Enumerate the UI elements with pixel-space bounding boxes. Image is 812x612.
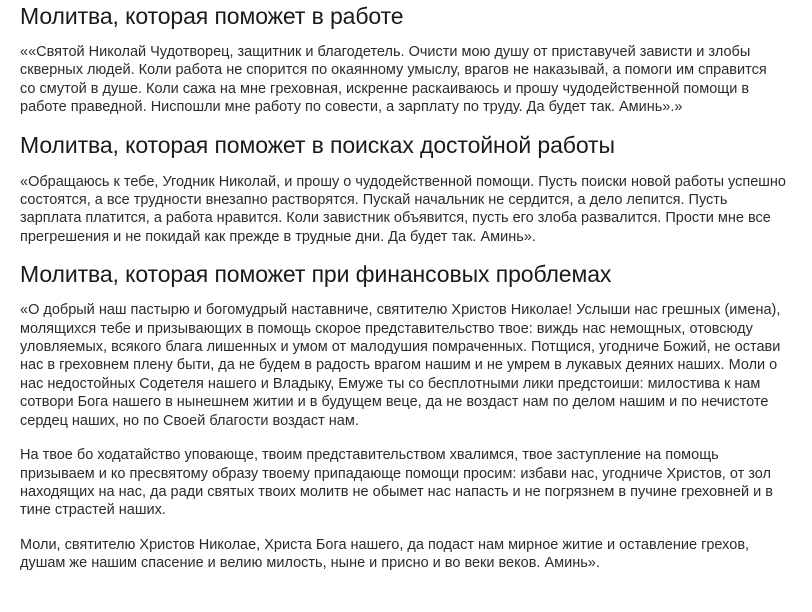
prayer-job-search-paragraph: «Обращаюсь к тебе, Угодник Николай, и прошу о чудодейственной помощи. Пусть поиски новой работы успешно состоятся, а все трудности внезапно растворятся. Пускай начальник не сердится, а дело лепится. Пусть зарплата платится, а работа нравится. Коли завистник объявится, пусть его злоба развалится. Прости мне все прегрешения и не покидай как прежде в трудные дни. Да будет так. Аминь». — [20, 173, 786, 245]
section-title-finance: Молитва, которая поможет при финансовых проблемах — [20, 261, 612, 288]
section-title-work: Молитва, которая поможет в работе — [20, 3, 404, 29]
prayer-finance-paragraph-1: «О добрый наш пастырю и богомудрый наставниче, святителю Христов Николае! Услыши нас грешных (имена), молящихся тебе и призывающих в помощь скорое представительство твое: виждь нас немощных, отовсюду уловляемых, всякого блага лишенных и умом от малодушия помраченных. Потщися, угодниче Божий, не остави нас в греховнем плену быти, да не будем в радость врагом нашим и не умрем в лукавых деяних наших. Моли о нас недостойных Содетеля нашего и Владыку, Емуже ты со бесплотными лики предстоиши: милостива к нам сотвори Бога нашего в нынешнем житии и в будущем веце, да не воздаст нам по делом нашим и по нечистоте сердец наших, но по Своей благости воздаст нам. — [20, 302, 781, 429]
prayer-finance-paragraph-2: На твое бо ходатайство уповающе, твоим представительством хвалимся, твое заступление на помощь призываем и ко пресвятому образу твоему припадающе помощи просим: избави нас, угодниче Христов, от зол находящих на нас, да ради святых твоих молитв не обымет нас напасть и не погрязнем в пучине греховней и в тине страстей наших. — [20, 447, 773, 519]
prayer-work-paragraph: ««Святой Николай Чудотворец, защитник и благодетель. Очисти мою душу от приставучей зависти и злобы скверных людей. Коли работа не спорится по окаянному умыслу, врагов не наказывай, а помоги им справится со смутой в душе. Коли сажа на мне греховная, искренне раскаиваюсь и прошу чудодейственной помощи в работе праведной. Ниспошли мне работу по совести, а зарплату по труду. Да будет так. Аминь».» — [20, 44, 767, 116]
prayer-finance-paragraph-3: Моли, святителю Христов Николае, Христа Бога нашего, да подаст нам мирное житие и оставление грехов, душам же нашим спасение и велию милость, ныне и присно и во веки веков. Аминь». — [20, 536, 750, 572]
section-title-job-search: Молитва, которая поможет в поисках достойной работы — [20, 131, 615, 158]
